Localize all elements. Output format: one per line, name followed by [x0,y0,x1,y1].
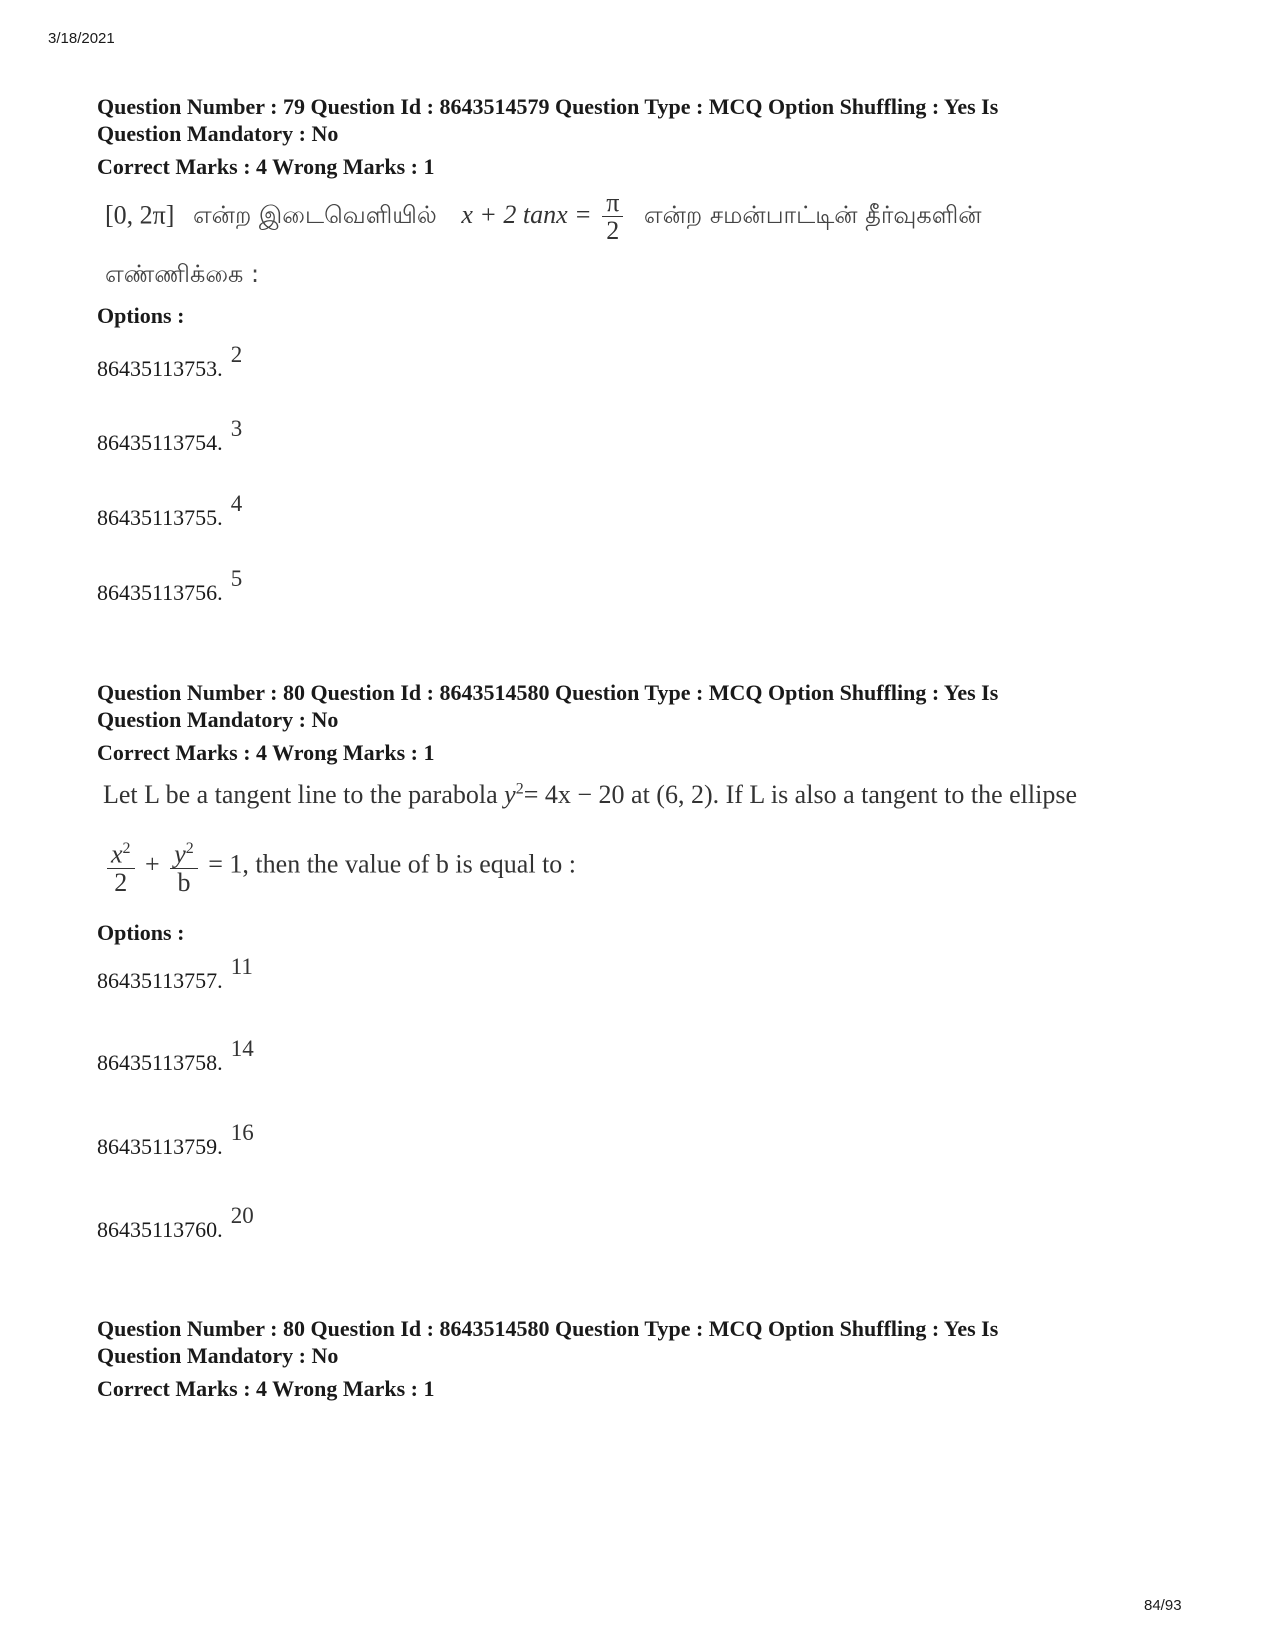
option-value: 20 [230,1203,254,1228]
question-79-text [105,190,982,245]
tamil-text-b: என்ற சமன்பாட்டின் தீர்வுகளின் [643,201,982,230]
options-label: Options : [97,920,185,945]
equation-lhs: x + 2 tanx = [461,200,592,230]
option-id: 86435113759. [97,1134,223,1159]
header-line-2: Question Mandatory : No [97,707,339,732]
option-id: 86435113760. [97,1217,223,1242]
header-line-1: Question Number : 80 Question Id : 8643514580 Question Type : MCQ Option Shuffling : Yes Is [97,1316,999,1341]
option-row[interactable] [97,1203,254,1243]
option-row[interactable] [97,1036,254,1076]
text-part-a: Let L be a tangent line to the parabola [103,780,498,809]
option-id: 86435113755. [97,505,223,530]
question-80-line-1 [103,780,1077,810]
interval: [0, 2π] [105,200,175,230]
options-label: Options : [97,303,185,328]
question-80-repeat-marks: Correct Marks : 4 Wrong Marks : 1 [97,1376,435,1401]
tamil-text-a: என்ற இடைவெளியில் [192,201,437,230]
option-row[interactable] [97,566,243,606]
text-line-2: = 1, then the value of b is equal to : [208,849,577,879]
question-80-repeat-header [97,1315,1177,1369]
question-79-header [97,93,1177,147]
fraction-numerator: π [602,190,623,217]
option-value: 16 [230,1120,254,1145]
header-line-2: Question Mandatory : No [97,1343,339,1368]
option-row[interactable] [97,1120,254,1160]
plus-sign: + [145,849,160,879]
option-value: 14 [230,1036,254,1061]
header-line-2: Question Mandatory : No [97,121,339,146]
denominator: 2 [114,867,128,897]
exponent: 2 [122,840,131,857]
question-80-header [97,679,1177,733]
text-part-b: = 4x − 20 at (6, 2). If L is also a tangent to the ellipse [523,780,1077,809]
numerator-x: x [111,839,123,869]
y-variable: y [504,780,516,809]
option-value: 11 [230,954,253,979]
option-id: 86435113753. [97,356,223,381]
header-line-1: Question Number : 79 Question Id : 8643514579 Question Type : MCQ Option Shuffling : Yes Is [97,94,999,119]
option-value: 3 [230,416,243,441]
exponent: 2 [185,840,194,857]
option-id: 86435113757. [97,968,223,993]
option-row[interactable] [97,491,243,531]
numerator-y: y [174,839,186,869]
option-row[interactable] [97,342,243,382]
option-value: 4 [230,491,243,516]
tamil-text-c: எண்ணிக்கை : [105,260,260,288]
page-number: 84/93 [1144,1597,1182,1614]
fraction-denominator: 2 [606,216,620,245]
header-line-1: Question Number : 80 Question Id : 8643514580 Question Type : MCQ Option Shuffling : Yes Is [97,680,999,705]
option-id: 86435113754. [97,430,223,455]
question-80-marks: Correct Marks : 4 Wrong Marks : 1 [97,740,435,765]
x-squared-over-2 [107,836,135,897]
question-80-line-2 [103,836,576,897]
option-value: 2 [230,342,243,367]
print-date: 3/18/2021 [48,30,115,47]
pi-over-2-fraction [602,190,623,245]
option-id: 86435113758. [97,1050,223,1075]
exponent: 2 [515,780,524,798]
option-value: 5 [230,566,243,591]
option-row[interactable] [97,954,253,994]
y-squared-over-b [170,836,198,897]
question-79-marks: Correct Marks : 4 Wrong Marks : 1 [97,154,435,179]
option-id: 86435113756. [97,580,223,605]
option-row[interactable] [97,416,243,456]
denominator: b [177,867,191,897]
